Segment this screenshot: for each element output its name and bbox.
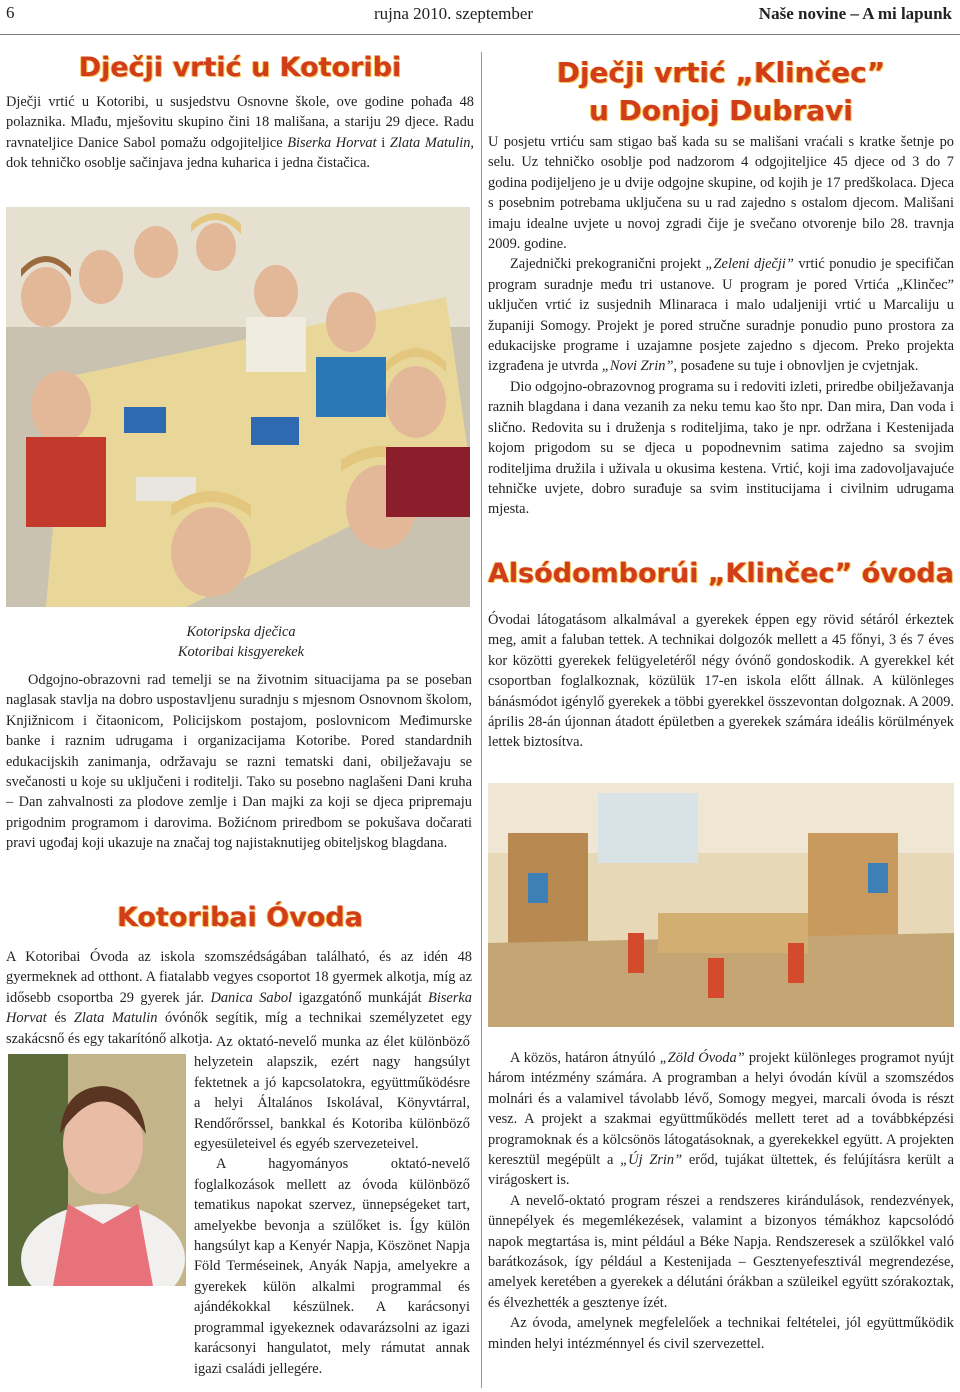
- photo-children-at-table: [6, 207, 470, 607]
- article-title-kotoriba-hu: Kotoribai Óvoda: [117, 902, 363, 933]
- article-title-kotoriba-hr: Dječji vrtić u Kotoribi: [78, 52, 402, 83]
- page-number: 6: [6, 3, 15, 22]
- article-title-klincec-hu: Alsódomborúi „Klinčec” óvoda: [488, 558, 954, 589]
- column-divider: [481, 52, 482, 1388]
- page-header: [0, 0, 960, 35]
- photo-caption-hr: Kotoripska dječica: [186, 624, 296, 640]
- magazine-name: Naše novine – A mi lapunk: [758, 4, 952, 23]
- article-body-klincec-hu-2: A közös, határon átnyúló „Zöld Óvoda” projekt különleges programot nyújt három intézmény számára. A programban a helyi óvodán kívül a szomszédos molnári és a valamivel távolabb lévő, Somogy megyei, marcali óvoda is részt vesz. A projekt a szakmai együttműködés mellett teret ad a továbbképzési programoknak és a kölcsönös látogatásoknak, a gyerekekkel együtt. A projekten keresztül megépült a „Új Zrin” erőd, tujákat ültettek, és felújításra került a virágoskert is. A nevelő-oktató program részei a rendszeres kirándulások, rendezvények, ünnepélyek és megemlékezések, valamint a bizonyos témákhoz kapcsolódó napok megtartása is, mint például a Béke Napja. Rendszeresek a szülőkkel való barátkozások, így például a Kestenijada – Gesztenyefesztivál megrendezése, amelyek keretében a gyerekek a délutáni órákban a szüleikel együtt szórakoztak, és élvezhették a gesztenye ízét. Az óvoda, amelynek megfelelőek a technikai feltételei, jól együttműködik minden helyi intézménnyel és civil szervezettel.: [488, 1050, 955, 1352]
- article-title-klincec-hr: Dječji vrtić „Klinčec” u Donjoj Dubravi: [556, 56, 886, 127]
- article-body-kotoriba-hr: Odgojno-obrazovni rad temelji se na životnim situacijama pa se poseban naglasak stavlja na dobro uspostavljenu suradnju s mjesnom Osnovnom školom, Knjižnicom i čitaonicom, Policijskom postajom, poslovnicom Međimurske banke i raznim udrugama i organizacijama Kotoribe. Pored standardnih edukacijskih zanimanja, održavaju se razni tematski dani, obilježavaju se svečanosti u koje su uključeni i roditelji. Tako su posebno naglašeni Dani kruha – Dan zahvalnosti za plodove zemlje i Dan majki za koji se djeca pripremaju prigodnim programom i darovima. Božićnom priredbom se pokušava dočarati pravi ugođaj koji ukazuje na značaj tog najistaknutijeg obiteljskog blagdana.: [6, 672, 472, 852]
- photo-classroom-interior: [488, 783, 954, 1027]
- article-body-kotoriba-hu: A Kotoribai Óvoda az iskola szomszédságában található, és az idén 48 gyermeknek ad otthont. A fiatalabb vegyes csoportot 18 gyermek alkotja, míg az idősebb csoportba 29 gyerek jár. Danica Sabol igazgatónő munkáját Biserka Horvat és Zlata Matulin óvónők segítik, míg a technikai személyzetet egy szakácsnő és egy takarítónő alkotja.: [6, 949, 472, 1047]
- article-body-kotoriba-hu-wrap1: Az oktató-nevelő munka az élet különböző helyzetein alapszik, ezért nagy hangsúlyt fektetnek a jó kapcsolatokra, együttműködésre a helyi Általános Iskolával, Könyvtárral, Rendőrőrssel, bankkal és Kotoriba különböző egyesületeivel és egyéb szervezeteivel. A hagyományos oktató-nevelő foglalkozások mellett az óvoda különböző tematikus napokat szervez, ünnepségeket tart, amelyekbe bevonja a szülőket is. Így külön hangsúlyt kap a Kenyér Napja, Köszönet Napja Föld Terméseinek, Anyák Napja, amelyekre a gyerekek külön alkalmi programmal és ajándékokkal készülnek. A karácsonyi programmal igyekeznek odavarázsolni az igazi karácsonyi hangulatot, mely rámutat annak igazi családi jellegére.: [194, 1034, 470, 1377]
- article-intro-kotoriba: Dječji vrtić u Kotoribi, u susjedstvu Osnovne škole, ove godine pohađa 48 polaznika. Mlađu, mješovitu skupino čini 18 mališana, a stariju 29 djece. Radu ravnateljice Danice Sabol pomažu odgojiteljice Biserka Horvat i Zlata Matulin, dok tehničko osoblje sačinjava jedna kuharica i jedna čistačica.: [6, 94, 475, 172]
- photo-director-portrait: [8, 1054, 186, 1286]
- issue-date: rujna 2010. szeptember: [374, 4, 534, 23]
- article-body-klincec-hr: U posjetu vrtiću sam stigao baš kada su se mališani vraćali s kratke šetnje po selu. Uz tehničko osoblje pod nadzorom 4 odgojiteljice 45 djece od 3 do 7 godina podijeljeno je u dvije odgojne skupine, od kojih je 17 predškolaca. Djeca s posebnim potrebama uključena su u rad zajedno s ostalom djecom. Mališani imaju idealne uvjete u novoj zgradi čije je svečano otvorenje bilo 28. travnja 2009. godine. Zajednički prekogranični projekt „Zeleni dječji” vrtić ponudio je specifičan program suradnje među tri ustanove. U program je pored Vrtića „Klinčec” uključen vrtić iz susjednih Mlinaraca i malo udaljeniji vrtić u Marcaliju u županiji Somogy. Projekt je pored stručne suradnje ponudio puno prostora za edukacijske programe i uzajamne posjete zajedno s djecom. Preko projekta izgrađena je utvrda „Novi Zrin”, posađene su tuje i obnovljen je cvjetnjak. Dio odgojno-obrazovnog programa su i redoviti izleti, priredbe obilježavanja raznih blagdana i dana vezanih za neku temu kao što npr. Dan mira, Dan voda i slično. Redovita su i druženja s roditeljima, tako je npr. održana i Kestenijada kojom prigodom su se djeca u popodnevnim satima zajedno sa svojim roditeljima družila i uživala u okusima kestena. Vrtić, koji ima zadovoljavajuće tehničke uvjete, dobro surađuje sa svim institucijama i civilnim udrugama mjesta.: [488, 134, 954, 518]
- photo-caption-hu: Kotoribai kisgyerekek: [177, 644, 305, 660]
- article-body-klincec-hu: Óvodai látogatásom alkalmával a gyerekek éppen egy rövid sétáról érkeztek meg, amit a faluban tettek. A technikai dolgozók mellett a 45 főnyi, 3 és 7 éves kor közötti gyerekek felügyeletéről négy óvónő gondoskodik. A gyerekkel két csoportban foglalkoznak, közülük 17-en iskola előtt állnak. A különleges bánásmódot igénylő gyerekek a többi gyerekkel összevontan dolgoznak. A 2009. április 28-án újonnan átadott épületben a gyerekek számára ideális körülmények lettek biztosítva.: [488, 612, 954, 751]
